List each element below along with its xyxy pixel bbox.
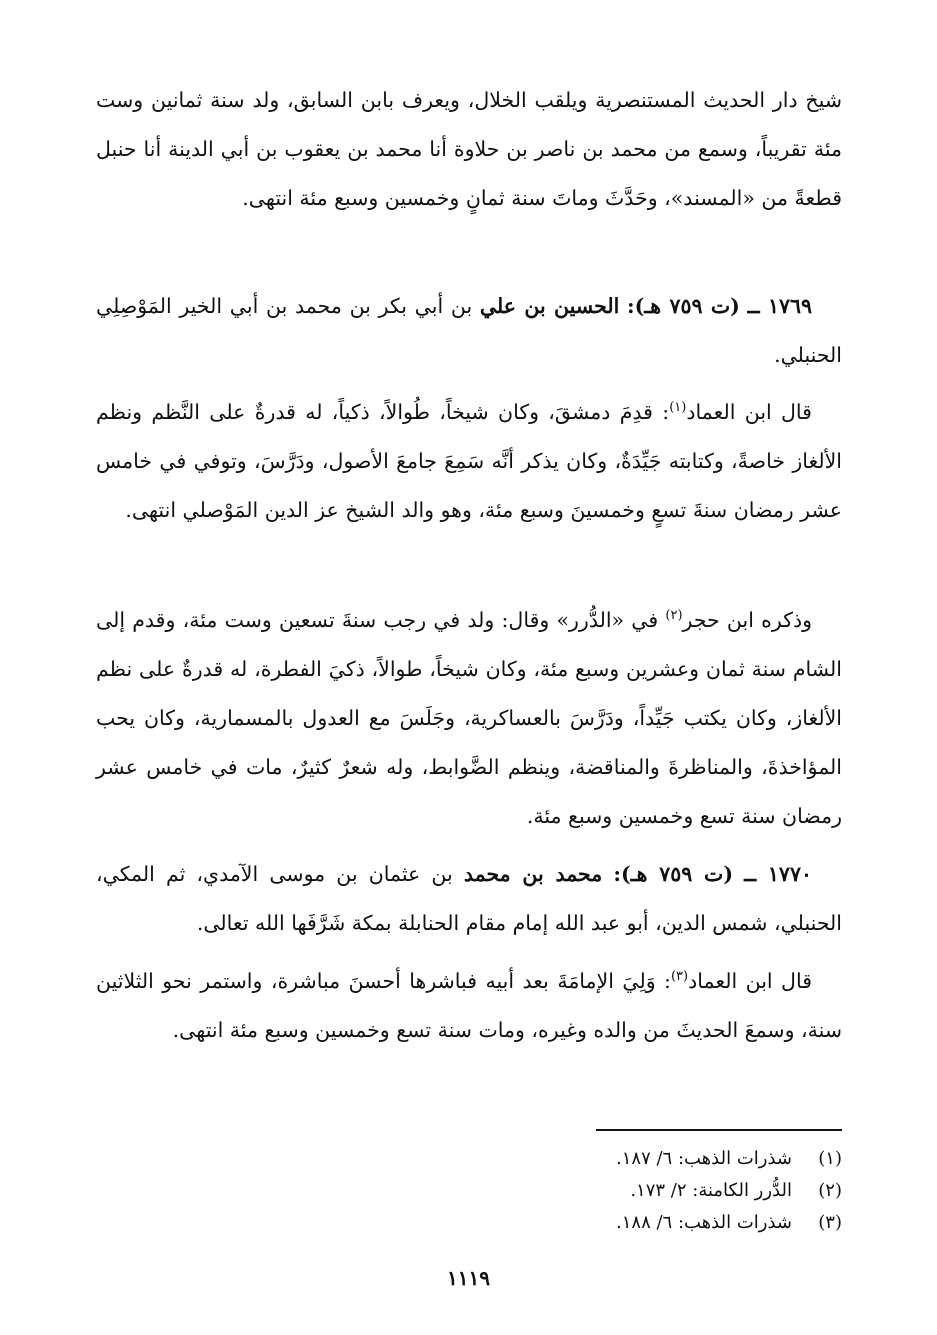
paragraph-text [96, 596, 842, 841]
entry-lineage: بن عثمان بن موسى الآمدي، ثم المكي، الحنبلي، شمس الدين، أبو عبد الله إمام مقام الحنابلة بمكة شَرَّفَها الله تعالى. [96, 862, 842, 935]
quote-intro: وذكره ابن حجر [682, 608, 812, 632]
entry-number: ١٧٧٠ ــ [744, 862, 812, 886]
entry-name: محمد بن محمد [463, 862, 603, 886]
footnote-text: شذرات الذهب: ٦/ ١٨٨. [616, 1212, 792, 1233]
footnote-item [442, 1143, 842, 1175]
entry-death-date: (ت ٧٥٩ هـ): [613, 862, 734, 886]
page-number: ١١١٩ [447, 1266, 490, 1290]
footnote-item [442, 1207, 842, 1239]
quote-body: : قدِمَ دمشقَ، وكان شيخاً، طُوالاً، ذكياً، له قدرةٌ على النَّظم ونظم الألغاز خاصةً، وكتابته جَيِّدَةٌ، وكان يذكر أنَّه سَمِعَ جامعَ الأصول، ودَرَّسَ، وتوفي في خامس عشر رمضان سنةَ تسعٍ وخمسينَ وسبع مئة، وهو والد الشيخ عز الدين المَوْصلي انتهى. [96, 400, 842, 522]
entry-death-date: (ت ٧٥٩ هـ): [627, 294, 740, 318]
footnote-ref-2: (٢) [665, 608, 683, 624]
footnote-number: (٢) [818, 1180, 842, 1201]
footnotes [442, 1143, 842, 1239]
entry-name: الحسين بن علي [479, 294, 620, 318]
footnote-item [442, 1175, 842, 1207]
paragraph-ibn-al-imad-1 [96, 388, 842, 535]
footnote-number: (١) [818, 1148, 842, 1169]
entry-heading [96, 850, 842, 948]
entry-heading [96, 282, 842, 380]
footnote-ref-1: (١) [669, 400, 687, 416]
footnote-divider [596, 1129, 842, 1131]
paragraph-ibn-hajar [96, 596, 842, 841]
paragraph-continued-biography [96, 76, 842, 223]
footnote-number: (٣) [818, 1212, 842, 1233]
entry-1770 [96, 850, 842, 948]
paragraph-text [96, 957, 842, 1055]
quote-intro: قال ابن العماد [686, 400, 812, 424]
quote-body: في «الدُّرر» وقال: ولد في رجب سنةَ تسعين وست مئة، وقدم إلى الشام سنة ثمان وعشرين وسبع مئة، وكان شيخاً، طوالاً، ذكيَ الفطرة، له قدرةٌ على نظم الألغاز، وكان يكتب جَيِّداً، ودَرَّسَ بالعساكرية، وجَلَسَ مع العدول بالمسمارية، وكان يحب المؤاخذةَ، والمناظرةَ والمناقضة، وينظم الضَّوابط، وله شعرٌ كثيرٌ، مات في خامس عشر رمضان سنة تسع وخمسين وسبع مئة. [96, 608, 842, 828]
paragraph-ibn-al-imad-2 [96, 957, 842, 1055]
footnote-ref-3: (٣) [670, 969, 689, 985]
paragraph-text [96, 388, 842, 535]
entry-lineage: بن أبي بكر بن محمد بن أبي الخير المَوْصِلِي الحنبلي. [96, 294, 842, 367]
quote-intro: قال ابن العماد [688, 969, 812, 993]
footnote-text: الدُّرر الكامنة: ٢/ ١٧٣. [630, 1180, 792, 1201]
entry-number: ١٧٦٩ ــ [747, 294, 812, 318]
entry-1769 [96, 282, 842, 380]
footnote-text: شذرات الذهب: ٦/ ١٨٧. [616, 1148, 792, 1169]
paragraph-text: شيخ دار الحديث المستنصرية ويلقب الخلال، ويعرف بابن السابق، ولد سنة ثمانين وست مئة تقريباً، وسمع من محمد بن ناصر بن حلاوة أنا محمد بن يعقوب بن أبي الدينة أنا حنبل قطعةً من «المسند»، وحَدَّثَ وماتَ سنة ثمانٍ وخمسين وسبع مئة انتهى. [96, 88, 842, 210]
quote-body: : وَلِيَ الإمامَةَ بعد أبيه فباشرها أحسنَ مباشرة، واستمر نحو الثلاثين سنة، وسمعَ الحديثَ من والده وغيره، ومات سنة تسع وخمسين وسبع مئة انتهى. [96, 969, 842, 1042]
